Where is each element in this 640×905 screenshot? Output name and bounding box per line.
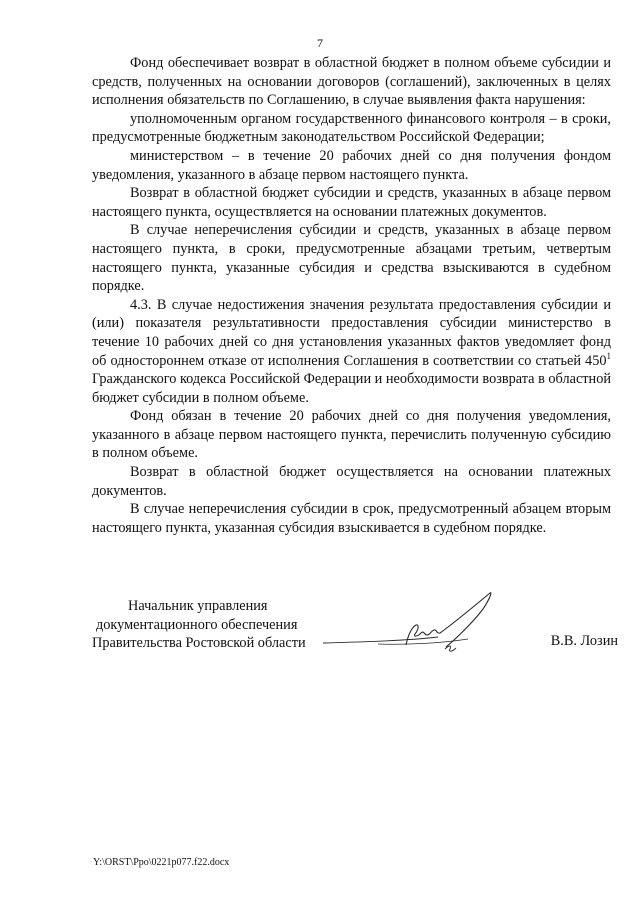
paragraph-4-3 — [92, 296, 611, 408]
paragraph-financial-control: уполномоченным органом государственного финансового контроля – в сроки, предусмотренные бюджетным законодательством Российской Федерации; — [92, 110, 611, 146]
paragraph-ministry: министерством – в течение 20 рабочих дней со дня получения фондом уведомления, указанного в абзаце первом настоящего пункта. — [92, 147, 611, 183]
signer-name: В.В. Лозин — [550, 633, 618, 649]
document-body — [92, 54, 611, 537]
paragraph-refund-documents: Возврат в областной бюджет осуществляется на основании платежных документов. — [92, 464, 611, 499]
paragraph-court-recovery-final: В случае неперечисления субсидии в срок, предусмотренный абзацем вторым настоящего пункта, указанная субсидия взыскивается в судебном порядке. — [92, 501, 611, 536]
paragraph-fund-obligation: Фонд обязан в течение 20 рабочих дней со дня получения уведомления, указанного в абзаце первом настоящего пункта, перечислить полученную субсидию в полном объеме. — [92, 408, 611, 462]
paragraph-refund-obligation: Фонд обеспечивает возврат в областной бюджет в полном объеме субсидии и средств, полученных на основании договоров (соглашений), заключенных в целях исполнения обязательств по Соглашению, в случае выявления факта нарушения: — [92, 55, 611, 109]
signatory-title-line-1: Начальник управления — [128, 598, 268, 614]
handwritten-signature — [318, 585, 498, 665]
page-number: 7 — [317, 36, 323, 50]
signatory-title — [92, 597, 332, 653]
signatory-title-line-3: Правительства Ростовской области — [92, 635, 306, 652]
paragraph-4-3-text-b: Гражданского кодекса Российской Федерации и необходимости возврата в областной бюджет субсидии в полном объеме. — [92, 371, 612, 406]
paragraph-court-recovery: В случае неперечисления субсидии и средств, указанных в абзаце первом настоящего пункта, в сроки, предусмотренные абзацами третьим, четвертым настоящего пункта, указанные субсидия и средства взыскиваются в судебном порядке. — [92, 222, 611, 295]
superscript-article-index: 1 — [606, 350, 611, 361]
paragraph-refund-basis: Возврат в областной бюджет субсидии и средств, указанных в абзаце первом настоящего пункта, осуществляется на основании платежных документов. — [92, 185, 611, 220]
file-path: Y:\ORST\Ppo\0221p077.f22.docx — [93, 857, 230, 868]
signatory-title-line-2: документационного обеспечения — [96, 616, 298, 633]
paragraph-4-3-text-a: 4.3. В случае недостижения значения результата предоставления субсидии и (или) показателя результативности предоставления субсидии министерство в течение 10 рабочих дней со дня установления указанных фактов уведомляет фонд об одностороннем отказе от исполнения Соглашения в соответствии со статьей 450 — [92, 296, 611, 369]
